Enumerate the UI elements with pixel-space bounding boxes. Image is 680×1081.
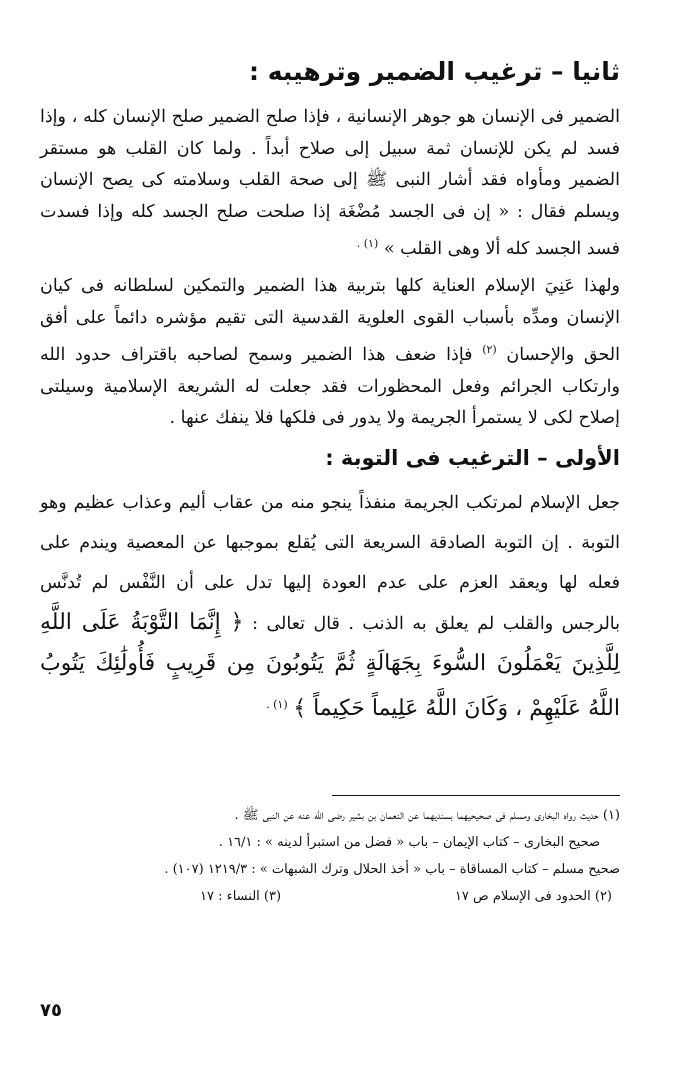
footnote-row	[40, 883, 620, 910]
quran-verse: ﴿ إِنَّمَا التَّوْبَةُ عَلَى اللَّهِ لِلَّذِينَ يَعْمَلُونَ السُّوءَ بِجَهَالَةٍ ثُمَّ يَتُوبُونَ مِن قَرِيبٍ فَأُولَٰئِكَ يَتُوبُ اللَّهُ عَلَيْهِمْ ، وَكَانَ اللَّهُ عَلِيماً حَكِيماً ﴾	[40, 609, 620, 721]
footnotes	[40, 802, 620, 910]
footnote-ref: (١) .	[266, 697, 288, 711]
footnote-divider	[332, 795, 620, 796]
section-heading: ثانيا – ترغيب الضمير وترهيبه :	[249, 57, 620, 86]
paragraph-1	[40, 102, 620, 265]
footnote-3: (٣) النساء : ١٧	[200, 889, 282, 904]
paragraph-3	[40, 483, 620, 730]
footnote-1: (١) حديث رواه البخارى ومسلم فى صحيحيهما بسنديهما عن النعمان بن بشير رضى الله عنه عن النبى ﷺ .	[234, 808, 620, 823]
footnote-ref: (١) .	[356, 237, 379, 250]
page-number: ٧٥	[40, 1000, 62, 1021]
paragraph-2-text-b: فإذا ضعف هذا الضمير وسمح لصاحبه باقتراف حدود الله وارتكاب الجرائم وفعل المحظورات فقد جعلت له الشريعة الإسلامية وسيلتى إصلاح لكى لا يستمرأ الجريمة ولا يدور فى فلكها فلا ينفك عنها .	[40, 345, 620, 429]
page-body	[40, 52, 620, 735]
paragraph-1-text: الضمير فى الإنسان هو جوهر الإنسانية ، فإذا صلح الضمير صلح الإنسان كله ، وإذا فسد لم يكن للإنسان ثمة سبيل إلى صلاح أبداً . ولما كان القلب هو مستقر الضمير ومأواه فقد أشار النبى ﷺ إلى صحة القلب وسلامته كى يصح الإنسان ويسلم فقال : « إن فى الجسد مُضْغَة إذا صلحت صلح الجسد كله وإذا فسدت فسد الجسد كله ألا وهى القلب »	[40, 107, 620, 259]
paragraph-2-text-a: ولهذا عَنِيَ الإسلام العناية كلها بتربية هذا الضمير والتمكين لسلطانه فى كيان الإنسان ومدِّه بأسباب القوى العلوية القدسية التى تقيم مؤشره دائماً على أفق الحق والإحسان	[40, 276, 620, 366]
footnote-ref: (٢)	[482, 343, 497, 357]
paragraph-2	[40, 271, 620, 434]
footnote-1-source-a: صحيح البخارى – كتاب الإيمان – باب « فضل من استبرأ لدينه » : ١٦/١ .	[218, 835, 600, 850]
subsection-heading: الأولى – الترغيب فى التوبة :	[325, 445, 620, 470]
footnote-2: (٢) الحدود فى الإسلام ص ١٧	[454, 889, 612, 904]
footnote-1-source-b: صحيح مسلم – كتاب المساقاة – باب « أخذ الحلال وترك الشبهات » : ١٢١٩/٣ (١٠٧) .	[164, 862, 620, 877]
paragraph-3-text: جعل الإسلام لمرتكب الجريمة منفذاً ينجو منه من عقاب أليم وعذاب عظيم وهو التوبة . إن التوبة الصادقة السريعة التى يُقلع بموجبها عن المعصية ويندم على فعله لها ويعقد العزم على عدم العودة إليها تدل على أن النَّفْس لم تُدنَّس بالرجس والقلب لم يعلق به الذنب . قال تعالى :	[40, 492, 620, 634]
